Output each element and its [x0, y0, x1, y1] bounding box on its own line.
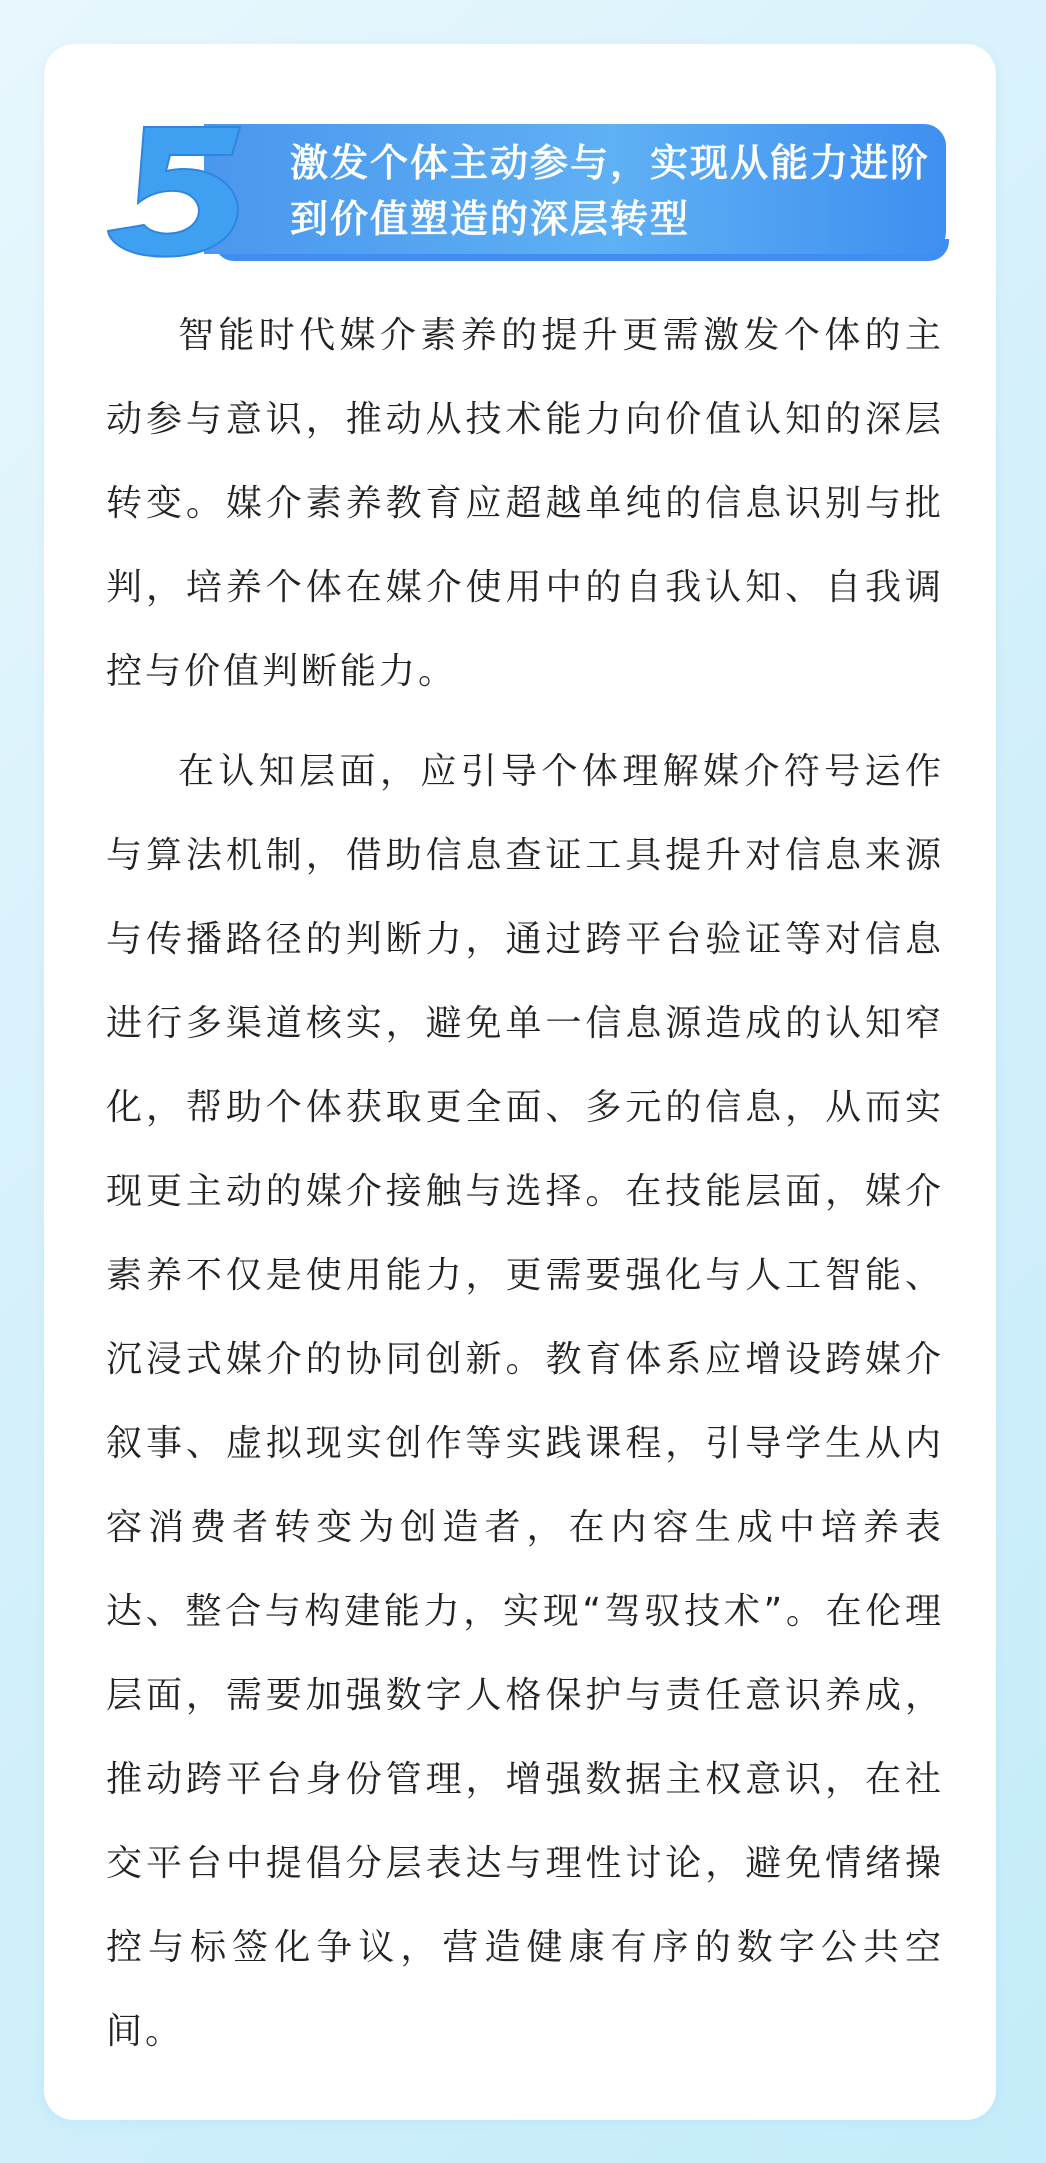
paragraph: 在认知层面，应引导个体理解媒介符号运作与算法机制，借助信息查证工具提升对信息来源与传播路径的判断力，通过跨平台验证等对信息进行多渠道核实，避免单一信息源造成的认知窄化，帮助个体获取更全面、多元的信息，从而实现更主动的媒介接触与选择。在技能层面，媒介素养不仅是使用能力，更需要强化与人工智能、沉浸式媒介的协同创新。教育体系应增设跨媒介叙事、虚拟现实创作等实践课程，引导学生从内容消费者转变为创造者，在内容生成中培养表达、整合与构建能力，实现“驾驭技术”。在伦理层面，需要加强数字人格保护与责任意识养成，推动跨平台身份管理，增强数据主权意识，在社交平台中提倡分层表达与理性讨论，避免情绪操控与标签化争议，营造健康有序的数字公共空间。 — [106, 751, 944, 2052]
section-number-five-icon — [104, 119, 244, 259]
paragraph: 智能时代媒介素养的提升更需激发个体的主动参与意识，推动从技术能力向价值认知的深层转变。媒介素养教育应超越单纯的信息识别与批判，培养个体在媒介使用中的自我认知、自我调控与价值判断能力。 — [106, 315, 944, 692]
article-body — [106, 294, 944, 2074]
section-title: 激发个体主动参与，实现从能力进阶到价值塑造的深层转型 — [290, 141, 931, 241]
content-card — [44, 44, 996, 2120]
section-header — [104, 119, 946, 259]
